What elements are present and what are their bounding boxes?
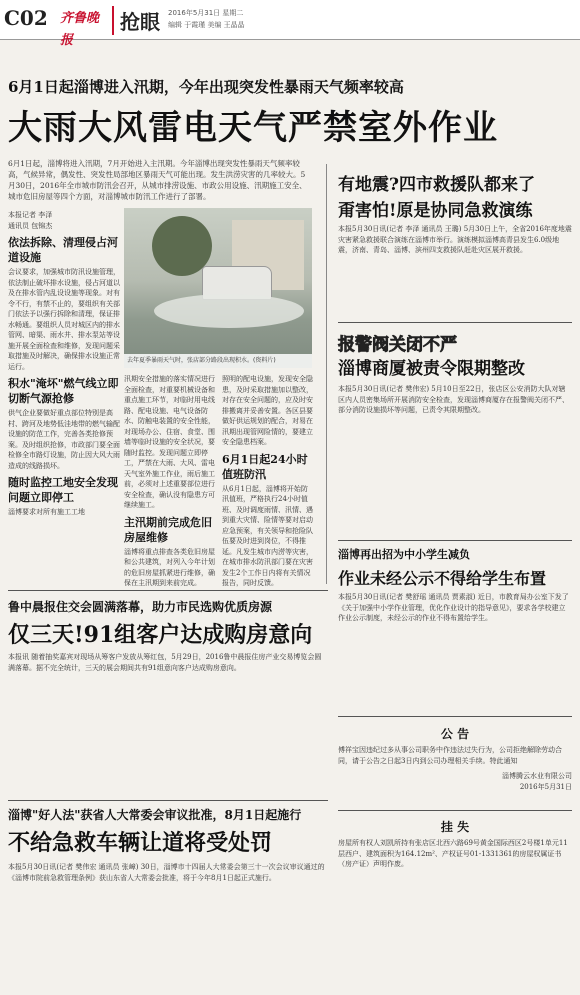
column-2-text-2: 淄博将重点排查各类危旧房屋和公共建筑，对列入今年计划的危旧房屋抓紧进行维修，确保在主汛期到来前完成。	[124, 547, 215, 587]
right-low-headline-1: 淄博再出招为中小学生减负	[338, 548, 470, 561]
column-3-text: 照明的配电设施，发现安全隐患，及时采取措施加以整改，对存在安全问题的，应及时安排搬离并妥善安置。各区县要做好供运规划的配合，对易在汛期出现管网险情的，要建立安全隐患档案。	[222, 375, 313, 446]
right-top-headline-1: 有地震?四市救援队都来了	[338, 175, 535, 195]
lead-byline	[8, 210, 120, 231]
subhead-1: 依法拆除、清理侵占河道设施	[8, 236, 118, 264]
lead-column-2	[124, 374, 216, 591]
right-top-text: 本报5月30日讯(记者 李泽 通讯员 王璐) 5月30日上午，全省2016年度地震灾害紧急救援联合演练在淄博市举行。演练模拟淄博高青县发生6.0级地震，济南、青岛、淄博、滨州四支救援队赶赴灾区展开救援。	[338, 225, 572, 254]
band1-kicker: 鲁中晨报住交会圆满落幕，助力市民选购优质房源	[8, 600, 273, 614]
subhead-2: 积水"淹坏"燃气线立即切断气源抢修	[8, 377, 119, 405]
issue-meta	[168, 7, 245, 31]
issue-editors: 编辑 于霞瑾 美编 王晶晶	[168, 21, 245, 29]
column-1-text: 会议要求，加强城市防汛设施管理，依法制止破坏排水设施，侵占河道以及在排水管内乱设设施等现象。对有令不行，有禁不止的，要组织有关部门依法予以强行拆除和清理，保证排水畅通。要组织人员对城区内的排水管网、暗渠、雨水井、排水泵站等设施开展全面检查和维修，发现问题采取措施及时解决，确保排水设施正常运行。	[8, 268, 120, 371]
right-low-headline-2: 作业未经公示不得给学生布置	[338, 569, 547, 588]
lead-column-3	[222, 374, 314, 591]
divider	[338, 810, 572, 811]
column-divider	[326, 164, 327, 584]
divider	[338, 322, 572, 323]
band1-headline: 仅三天!91组客户达成购房意向	[8, 622, 313, 648]
notice-body	[338, 745, 572, 793]
divider	[8, 800, 328, 801]
byline-reporter: 本报记者 李泽	[8, 211, 53, 219]
page-number: C02	[4, 6, 48, 30]
subhead-3: 随时监控工地安全发现问题立即停工	[8, 476, 118, 504]
photo-caption: 去年夏季暴雨天气时，张店部分路段出现积水。(资料片)	[124, 354, 312, 368]
lead-kicker: 6月1日起淄博进入汛期，今年出现突发性暴雨天气频率较高	[8, 78, 404, 96]
column-1-text-2: 供气企业要做好重点部位特别是高村、跨河及地势低洼地带的燃气输配设施的防范工作，完善各类抢修预案。及时组织抢修，市政部门要全面检修全市路灯设施，防止因大风大雨造成的线路损坏。	[8, 409, 120, 470]
right-mid-headline-1: 报警阀关闭不严	[338, 335, 457, 355]
section-title: 抢眼	[112, 6, 160, 35]
band2-text: 本报5月30日讯(记者 樊伟宏 通讯员 张嶂) 30日，淄博市十四届人大常委会第三十一次会议审议通过的《淄博市院前急救管理条例》获山东省人大常委会批准，将于今年8月1日起正式施行。	[8, 863, 325, 882]
subhead-5: 6月1日起24小时值班防汛	[222, 452, 308, 481]
column-2-text: 汛期安全措施的落实情况进行全面检查，对重要机械设备和重点施工环节，对临时用电线路、配电设施、电气设备防水、防触电装置的安全性能，对现场办公、住宿、食堂、围墙等临时设施的安全状况，要随时监控。发现问题立即停工，严禁在大雨、大风、雷电天气室外施工作业，雨后施工前，必须对上述重要部位进行安全检查，确认没有隐患方可继续施工。	[124, 375, 215, 509]
notice-text: 傅祥宝因违纪过多从事公司职务中作违法过失行为，公司拒绝解除劳动合同，请于公告之日起3日内到公司办理相关手续。特此通知	[338, 746, 562, 765]
band2-headline: 不给急救车辆让道将受处罚	[8, 830, 273, 856]
masthead	[0, 0, 580, 48]
column-1-text-3: 淄博要求对所有施工工地	[8, 508, 85, 516]
lead-paragraph: 6月1日起，淄博将进入汛期，7月开始进入主汛期。今年淄博出现突发性暴雨天气频率较高，气候异常，偶发性、突发性局部地区暴雨天气可能出现。发生洪涝灾害的几率较大。5月30日，2016年全市城市防汛会召开，从城市排涝设施、市政公用设施、汛期施工安全、城市危旧房屋等四个方面，对淄博城市防汛工作进行了部署。	[8, 159, 307, 201]
byline-correspondent: 通讯员 包锦杰	[8, 221, 53, 230]
divider	[338, 716, 572, 717]
notice-company: 淄博腾云水业有限公司	[502, 772, 572, 780]
divider	[8, 590, 328, 591]
right-top-headline-2: 甭害怕!原是协同急救演练	[338, 201, 533, 221]
subhead-4: 主汛期前完成危旧房屋维修	[124, 515, 212, 544]
lead-column-1	[8, 210, 120, 520]
notice-title: 公 告	[440, 727, 470, 741]
right-mid-headline-2: 淄博商厦被责令限期整改	[338, 359, 525, 379]
band2-kicker: 淄博"好人法"获省人大常委会审议批准，8月1日起施行	[8, 808, 302, 822]
right-mid-text: 本报5月30日讯(记者 樊伟宏) 5月10日至22日，张店区公安消防大队对辖区内人员密集场所开展消防安全检查，发现淄博商厦存在报警阀关闭不严、部分消防设施损坏等问题，已责令其限期整改。	[338, 385, 569, 414]
band1-text: 本报讯 随着抽奖嘉宾对现场从筹客户发放从筹红包，5月29日，2016鲁中晨报住房产业交易博览会圆满落幕。据不完全统计，三天的展会期间共有91组意向客户达成购房意向。	[8, 653, 322, 672]
loss-notice-title: 挂 失	[440, 820, 470, 834]
newspaper-logo: 齐鲁晚报	[60, 11, 100, 48]
loss-notice-body: 房屋所有权人刘凯所持有张店区北西六路69号黄金国际西区2号楼1单元11层西户、建筑面积为164.12m²、产权证号01-1331361的房屋权属证书（房产证）声明作废。	[338, 839, 568, 868]
issue-date: 2016年5月31日 星期二	[168, 9, 244, 17]
right-low-text: 本报5月30日讯(记者 樊舒瑶 通讯员 贾素淑) 近日，市教育局办公室下发了《关于加强中小学作业管理，优化作业设计的指导意见》，要求各学校建立作业公示制度，未经公示的作业不得布置给学生。	[338, 593, 569, 622]
lead-photo	[124, 208, 312, 368]
photo-water-splash	[154, 294, 304, 328]
column-3-text-2: 从6月1日起，淄博将开始防汛值班，严格执行24小时值班、及时调度雨情、汛情、遇到重大灾情、险情等要对启动应急预案，有关领导和抢险队伍要及时进到岗位，不得推延。凡发生城市内涝等灾害，在城市排水防汛部门要在灾害发生2个工作日内将有关情况报告，同时反馈。	[222, 484, 313, 587]
notice-date: 2016年5月31日	[519, 783, 572, 791]
divider	[338, 540, 572, 541]
lead-headline: 大雨大风雷电天气严禁室外作业	[8, 108, 498, 148]
